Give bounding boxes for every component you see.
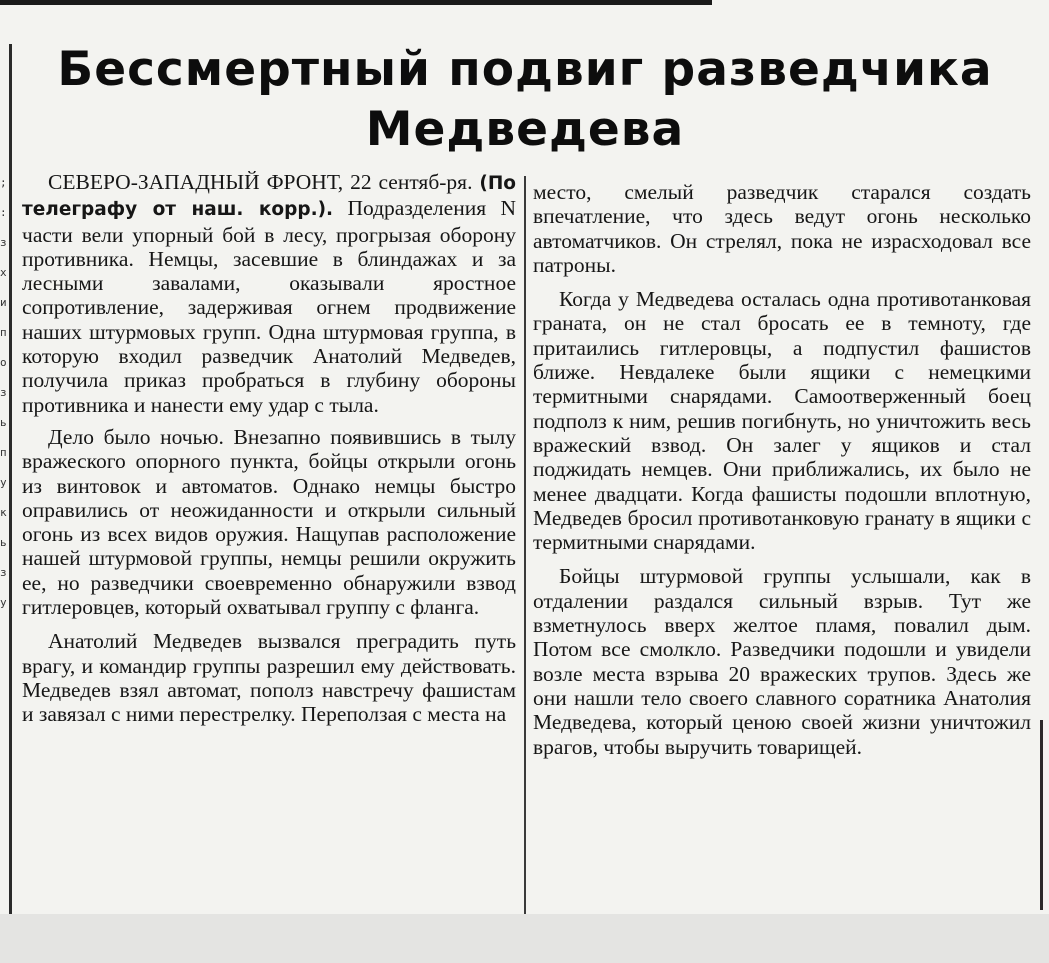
article-paragraph: Анатолий Медведев вызвался преградить путь врагу, и командир группы разрешил ему действовать. Медведев взял автомат, пополз навстречу фашистам и завязал с ними перестрелку. Переползая с места на: [22, 629, 516, 727]
headline-line-1: Бессмертный подвиг разведчика: [57, 42, 993, 97]
article-column-left: [22, 170, 516, 737]
article-paragraph: Когда у Медведева осталась одна противотанковая граната, он не стал бросать ее в темноту, где притаились гитлеровцы, а подпустил фашистов ближе. Невдалеке были ящики с немецкими термитными снарядами. Самоотверженный боец подполз к ним, решив погибнуть, но уничтожить весь вражеский взвод. Он залег у ящиков и стал поджидать немцев. Они приближались, их было не менее двадцати. Когда фашисты подошли вплотную, Медведев бросил противотанковую гранату в ящики с термитными снарядами.: [533, 287, 1031, 555]
headline-line-2: Медведева: [365, 102, 685, 157]
cropped-neighbor-column-text: ; : з х и п о з ь п у к ь з у: [0, 176, 7, 608]
article-paragraph: Дело было ночью. Внезапно появившись в тылу вражеского опорного пункта, бойцы открыли огонь из винтовок и автоматов. Однако немцы быстро оправились от неожиданности и открыли сильный огонь из всех видов оружия. Нащупав расположение нашей штурмовой группы, немцы решили окружить ее, но разведчики своевременно обнаружили взвод гитлеровцев, который охватывал группу с фланга.: [22, 424, 516, 620]
left-column-rule: [9, 44, 12, 914]
article-paragraph: Бойцы штурмовой группы услышали, как в отдалении раздался сильный взрыв. Тут же взметнулось вверх желтое пламя, повалил дым. Потом все смолкло. Разведчики подошли и увидели возле места взрыва 20 вражеских трупов. Здесь же они нашли тело своего славного соратника Анатолия Медведева, который ценою своей жизни уничтожил врагов, чтобы выручить товарищей.: [533, 564, 1031, 759]
dateline: СЕВЕРО-ЗАПАДНЫЙ ФРОНТ, 22 сентяб-ря.: [48, 170, 473, 194]
byline: (По телеграфу от наш. корр.).: [22, 173, 517, 221]
article-headline: [20, 40, 1030, 160]
article-paragraph-continued: место, смелый разведчик старался создать впечатление, что здесь ведут огонь несколько автоматчиков. Он стрелял, пока не израсходовал все патроны.: [533, 180, 1031, 277]
article-paragraph: [22, 170, 516, 417]
column-divider: [524, 176, 526, 914]
paragraph-text: Подразделения N части вели упорный бой в лесу, прогрызая оборону противника. Немцы, засевшие в блиндажах и за лесными завалами, оказывали яростное сопротивление, задерживая огнем продвижение наших штурмовых групп. Одна штурмовая группа, в которую входил разведчик Анатолий Медведев, получила приказ пробраться в глубину обороны противника и нанести ему удар с тыла.: [22, 196, 516, 417]
top-rule: [0, 0, 712, 5]
right-column-rule: [1040, 720, 1043, 910]
article-column-right: [533, 180, 1031, 769]
page-bottom-margin: [0, 914, 1049, 963]
